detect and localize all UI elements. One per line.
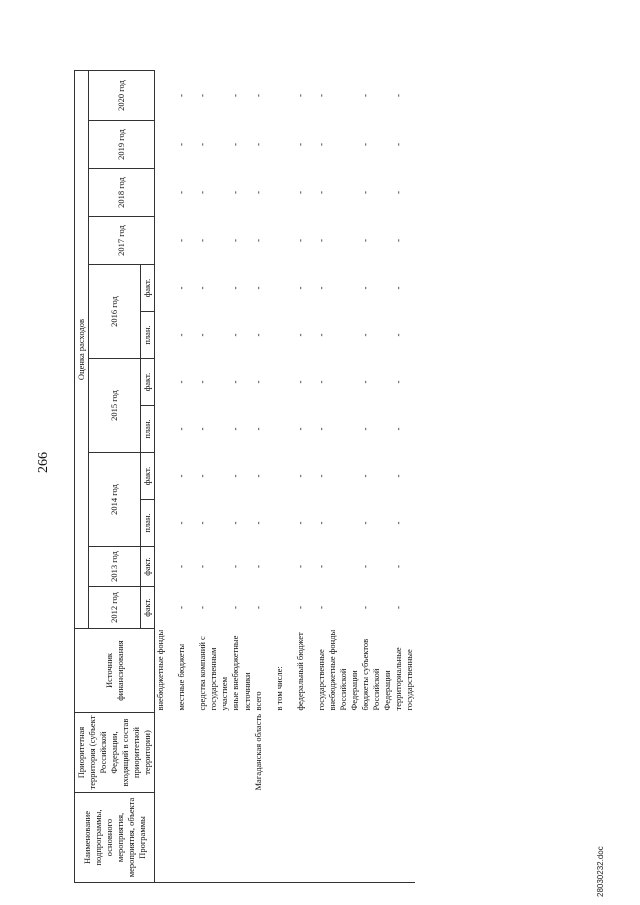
value-cell: - (315, 143, 326, 146)
row-name-cell (393, 793, 415, 883)
value-cell: - (252, 286, 263, 290)
value-cell: - (294, 143, 305, 146)
table-row (295, 71, 316, 883)
value-cell (274, 547, 295, 587)
header-estimate: Оценка расходов (75, 71, 89, 629)
value-cell: - (392, 427, 403, 431)
row-territory: Магаданская область (252, 713, 263, 791)
value-cell: - (252, 191, 263, 194)
row-name-cell (274, 793, 295, 883)
value-cell: - (230, 427, 241, 431)
value-cell (155, 406, 177, 453)
row-source: территориальные государственные (392, 647, 414, 711)
value-cell: - (252, 474, 263, 478)
value-cell: - (294, 380, 305, 384)
value-cell: - (315, 239, 326, 242)
value-cell: - (392, 239, 403, 242)
table-row (155, 71, 177, 883)
table-row (253, 71, 274, 883)
value-cell (155, 217, 177, 265)
value-cell (274, 265, 295, 312)
value-cell: - (315, 427, 326, 431)
value-cell: - (230, 286, 241, 290)
header-name: Наименование подпрограммы, основного мероприятия, мероприятия, объекта Программы (75, 793, 155, 883)
row-source: внебюджетные фонды (155, 629, 177, 713)
value-cell: - (252, 565, 263, 568)
value-cell: - (315, 286, 326, 290)
value-cell: - (392, 606, 403, 609)
value-cell (274, 406, 295, 453)
value-cell (155, 121, 177, 169)
value-cell: - (294, 565, 305, 568)
row-source: местные бюджеты (176, 643, 187, 711)
value-cell: - (294, 333, 305, 337)
row-territory (316, 713, 360, 793)
value-cell: - (197, 191, 208, 194)
header-source: Источник финансирования (75, 629, 155, 713)
header-2016-fact: факт. (141, 265, 155, 312)
value-cell: - (392, 474, 403, 478)
value-cell: - (359, 474, 370, 478)
row-name-cell (360, 793, 393, 883)
value-cell: - (197, 239, 208, 242)
table-row (176, 71, 197, 883)
funding-table (74, 70, 415, 883)
header-2017: 2017 год (89, 217, 155, 265)
row-territory (295, 713, 316, 793)
value-cell (274, 453, 295, 500)
value-cell: - (315, 333, 326, 337)
row-name-cell (176, 793, 197, 883)
value-cell: - (252, 427, 263, 431)
header-2019: 2019 год (89, 121, 155, 169)
value-cell: - (252, 143, 263, 146)
value-cell: - (176, 143, 187, 146)
table-row (393, 71, 415, 883)
row-territory (274, 713, 295, 793)
value-cell: - (392, 333, 403, 337)
row-territory (230, 713, 252, 793)
value-cell: - (230, 474, 241, 478)
value-cell: - (176, 239, 187, 242)
row-name-cell (197, 793, 230, 883)
value-cell: - (252, 606, 263, 609)
value-cell: - (176, 380, 187, 384)
file-name: 28030232.doc (596, 846, 605, 897)
value-cell: - (252, 94, 263, 97)
header-2013-fact: факт. (141, 547, 155, 587)
value-cell: - (230, 94, 241, 97)
value-cell: - (252, 239, 263, 242)
value-cell: - (359, 427, 370, 431)
header-2016: 2016 год (89, 265, 141, 359)
header-2015-fact: факт. (141, 359, 155, 406)
value-cell: - (252, 333, 263, 337)
value-cell: - (176, 606, 187, 609)
value-cell: - (230, 143, 241, 146)
value-cell: - (315, 474, 326, 478)
value-cell: - (392, 143, 403, 146)
value-cell: - (197, 380, 208, 384)
row-name-cell (230, 793, 252, 883)
row-source: в том числе: (273, 666, 284, 711)
row-name-cell (253, 793, 274, 883)
value-cell: - (252, 380, 263, 384)
value-cell: - (176, 94, 187, 97)
value-cell (155, 500, 177, 547)
table-row (197, 71, 230, 883)
header-2013: 2013 год (89, 547, 141, 587)
header-2015: 2015 год (89, 359, 141, 453)
value-cell (155, 453, 177, 500)
value-cell: - (197, 143, 208, 146)
header-2015-plan: план. (141, 406, 155, 453)
table-body (155, 71, 415, 883)
value-cell (274, 217, 295, 265)
value-cell: - (359, 380, 370, 384)
header-2014-plan: план. (141, 500, 155, 547)
value-cell (155, 312, 177, 359)
value-cell: - (359, 286, 370, 290)
value-cell: - (392, 94, 403, 97)
row-source: государственные внебюджетные фонды Российской Федерации (315, 629, 359, 711)
row-source: всего (252, 691, 263, 711)
header-2016-plan: план. (141, 312, 155, 359)
header-2012-fact: факт. (141, 587, 155, 629)
value-cell: - (315, 521, 326, 525)
value-cell: - (294, 427, 305, 431)
value-cell (155, 547, 177, 587)
value-cell: - (294, 606, 305, 609)
value-cell: - (294, 521, 305, 525)
value-cell: - (359, 606, 370, 609)
value-cell (274, 312, 295, 359)
value-cell: - (176, 474, 187, 478)
value-cell: - (359, 521, 370, 525)
row-territory (393, 713, 415, 793)
value-cell: - (197, 565, 208, 568)
page-number: 266 (36, 452, 51, 473)
value-cell: - (197, 427, 208, 431)
value-cell: - (230, 380, 241, 384)
value-cell: - (230, 521, 241, 525)
value-cell: - (294, 239, 305, 242)
table-row (360, 71, 393, 883)
value-cell: - (294, 474, 305, 478)
value-cell: - (359, 191, 370, 194)
value-cell: - (230, 191, 241, 194)
table-row (274, 71, 295, 883)
row-source: средства компаний с государственным участием (197, 636, 230, 711)
header-2020: 2020 год (89, 71, 155, 121)
value-cell: - (392, 191, 403, 194)
row-source: федеральный бюджет (294, 632, 305, 711)
row-source: бюджеты субъектов Российской Федерации (359, 638, 392, 711)
value-cell: - (176, 191, 187, 194)
row-territory (197, 713, 230, 793)
value-cell (155, 265, 177, 312)
value-cell: - (197, 333, 208, 337)
value-cell (274, 359, 295, 406)
value-cell: - (197, 94, 208, 97)
value-cell: - (359, 143, 370, 146)
row-name-cell (155, 793, 177, 883)
value-cell (274, 71, 295, 121)
value-cell (274, 169, 295, 217)
value-cell: - (176, 427, 187, 431)
row-territory (176, 713, 197, 793)
header-2018: 2018 год (89, 169, 155, 217)
value-cell: - (315, 191, 326, 194)
value-cell: - (294, 191, 305, 194)
value-cell: - (315, 380, 326, 384)
value-cell: - (252, 521, 263, 525)
value-cell: - (230, 333, 241, 337)
value-cell (155, 359, 177, 406)
row-territory (155, 713, 177, 793)
value-cell (155, 169, 177, 217)
row-name-cell (295, 793, 316, 883)
value-cell: - (230, 606, 241, 609)
value-cell: - (230, 565, 241, 568)
value-cell: - (197, 474, 208, 478)
value-cell: - (294, 94, 305, 97)
value-cell: - (359, 333, 370, 337)
value-cell: - (392, 565, 403, 568)
row-name-cell (316, 793, 360, 883)
value-cell (274, 121, 295, 169)
header-2014-fact: факт. (141, 453, 155, 500)
value-cell: - (315, 606, 326, 609)
value-cell: - (176, 333, 187, 337)
value-cell: - (359, 94, 370, 97)
header-2014: 2014 год (89, 453, 141, 547)
value-cell: - (230, 239, 241, 242)
value-cell: - (359, 239, 370, 242)
value-cell (274, 587, 295, 629)
header-2012: 2012 год (89, 587, 141, 629)
value-cell: - (359, 565, 370, 568)
value-cell: - (197, 286, 208, 290)
value-cell (155, 71, 177, 121)
value-cell: - (294, 286, 305, 290)
table-row (230, 71, 252, 883)
value-cell: - (392, 521, 403, 525)
row-source: иные внебюджетные источники (230, 635, 252, 711)
header-territory: Приоритетная территория (субъект Российской Федерации, входящий в состав приоритетной территории) (75, 713, 155, 793)
value-cell (155, 587, 177, 629)
value-cell: - (315, 565, 326, 568)
value-cell: - (315, 94, 326, 97)
value-cell (274, 500, 295, 547)
value-cell: - (197, 521, 208, 525)
table-row (316, 71, 360, 883)
value-cell: - (392, 380, 403, 384)
value-cell: - (176, 521, 187, 525)
value-cell: - (176, 286, 187, 290)
value-cell: - (176, 565, 187, 568)
row-territory (360, 713, 393, 793)
value-cell: - (392, 286, 403, 290)
value-cell: - (197, 606, 208, 609)
